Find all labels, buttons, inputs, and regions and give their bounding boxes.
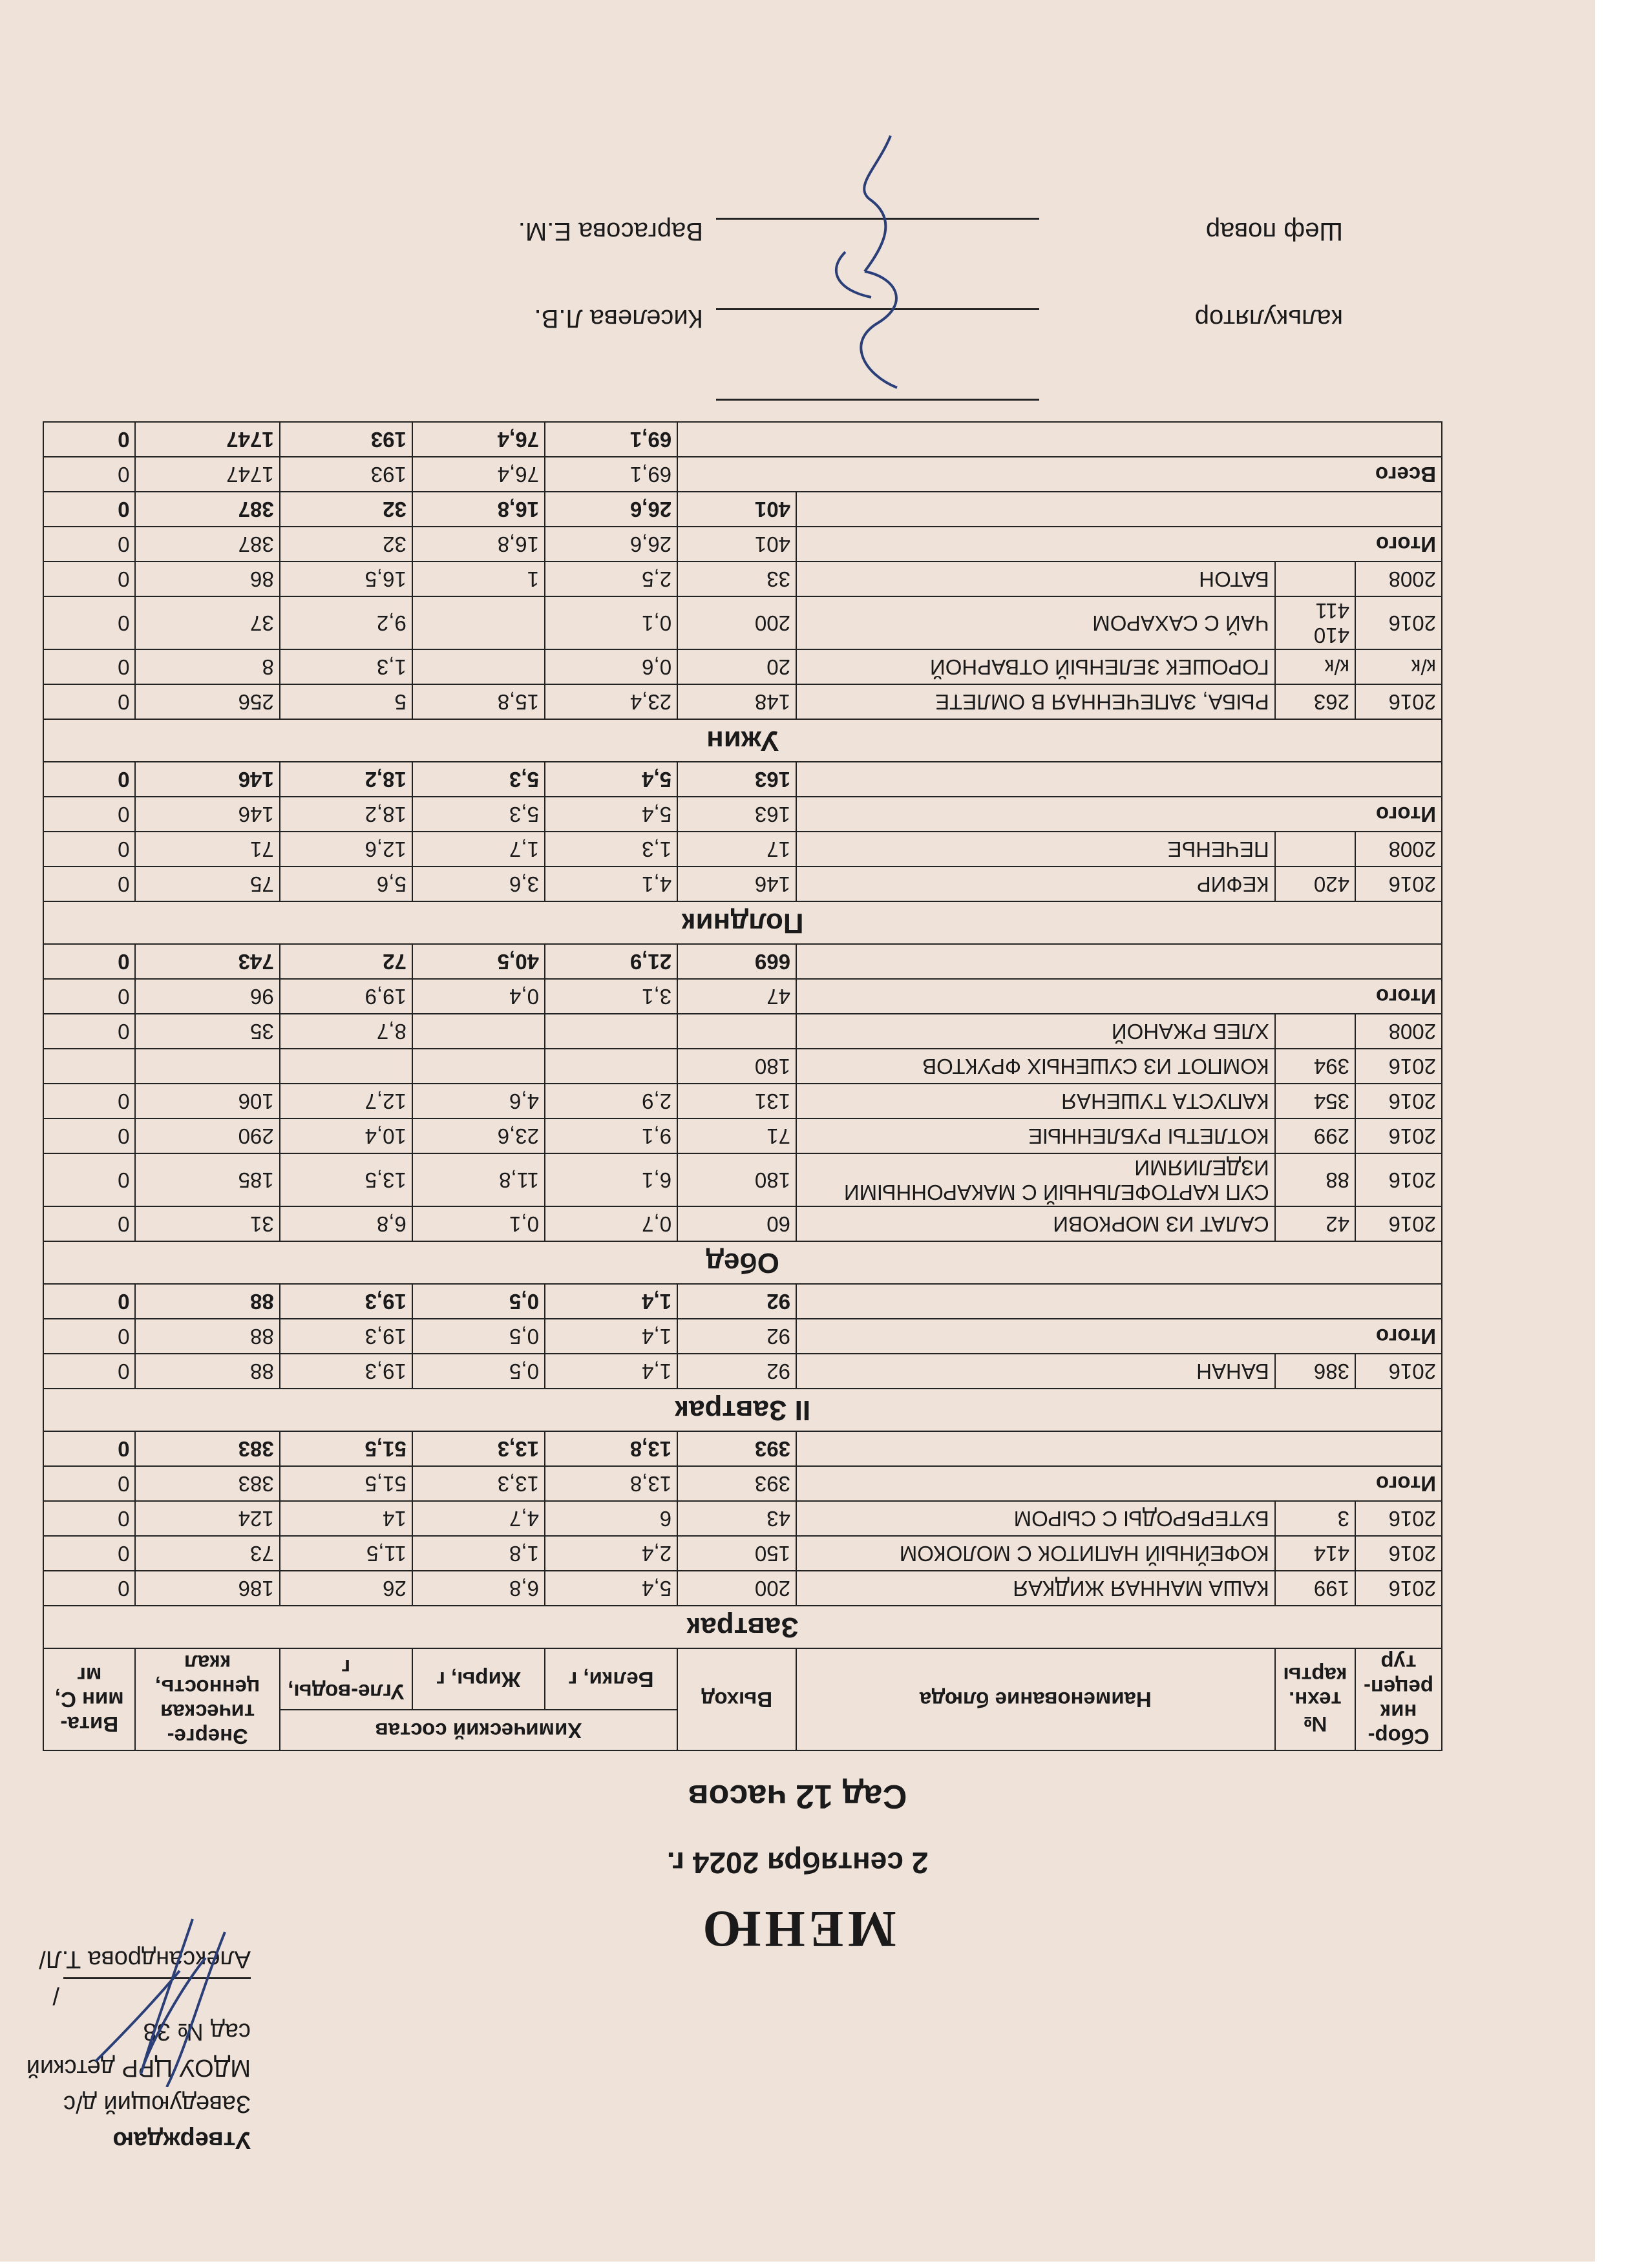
all-fat: 76,4	[412, 457, 545, 492]
approval-signer: /Александрова Т.Л/	[39, 1946, 251, 2009]
grand-total-row	[43, 457, 1442, 492]
cell-energy: 124	[135, 1501, 279, 1536]
cell-output: 71	[677, 1118, 796, 1153]
bold-spacer	[796, 762, 1442, 797]
cell-output: 131	[677, 1084, 796, 1118]
cell-card: 420	[1275, 866, 1355, 901]
all-protein: 69,1	[545, 457, 677, 492]
total-energy: 387	[135, 527, 279, 562]
cell-carbs: 11,5	[280, 1536, 412, 1571]
cell-energy: 37	[135, 596, 279, 649]
bold-vitamin: 0	[43, 1284, 135, 1319]
header-chem: Химический состав	[280, 1710, 677, 1750]
cell-output: 200	[677, 1571, 796, 1606]
bold-fat: 16,8	[412, 492, 545, 527]
total-protein: 26,6	[545, 527, 677, 562]
approval-block	[0, 1941, 251, 2158]
cell-protein: 6,1	[545, 1153, 677, 1206]
cell-dish-name: КОТЛЕТЫ РУБЛЕННЫЕ	[796, 1118, 1275, 1153]
bold-vitamin: 0	[43, 1431, 135, 1466]
cell-card	[1275, 832, 1355, 866]
cell-output: 43	[677, 1501, 796, 1536]
grand-fat: 40,5	[412, 944, 545, 979]
total-protein: 3,1	[545, 979, 677, 1014]
approval-org: МДОУ ЦРР детский сад № 38	[26, 2018, 251, 2081]
cell-energy: 185	[135, 1153, 279, 1206]
total-fat: 0,5	[412, 1319, 545, 1354]
dish-row	[43, 1153, 1442, 1206]
total-vitamin: 0	[43, 979, 135, 1014]
cell-vitamin: 0	[43, 1501, 135, 1536]
cell-output: 180	[677, 1153, 796, 1206]
bold-protein: 26,6	[545, 492, 677, 527]
total-energy: 146	[135, 797, 279, 832]
cell-vitamin: 0	[43, 832, 135, 866]
cell-card: 354	[1275, 1084, 1355, 1118]
cell-card	[1275, 562, 1355, 596]
cell-card: 42	[1275, 1206, 1355, 1241]
total-output: 92	[677, 1319, 796, 1354]
calculator-name: Киселева Л.В.	[534, 304, 703, 333]
cell-vitamin: 0	[43, 649, 135, 684]
chef-handwritten-signature	[807, 129, 936, 401]
dish-row	[43, 684, 1442, 719]
total-carbs: 19,3	[280, 1319, 412, 1354]
cell-fat: 4,6	[412, 1084, 545, 1118]
cell-fat: 23,6	[412, 1118, 545, 1153]
cell-vitamin: 0	[43, 684, 135, 719]
section-title: Обед	[43, 1241, 1442, 1284]
cell-dish-name: ХЛЕБ РЖАНОЙ	[796, 1014, 1275, 1049]
cell-output: 150	[677, 1536, 796, 1571]
cell-carbs: 12,7	[280, 1084, 412, 1118]
bold-energy: 383	[135, 1431, 279, 1466]
cell-protein: 1,3	[545, 832, 677, 866]
header-carbs: Угле-воды, г	[280, 1648, 412, 1710]
page-title: МЕНЮ	[699, 1900, 896, 1957]
cell-output: 146	[677, 866, 796, 901]
dish-row	[43, 832, 1442, 866]
section-total-row	[43, 797, 1442, 832]
total-vitamin: 0	[43, 527, 135, 562]
cell-fat: 0,5	[412, 1354, 545, 1389]
dish-row	[43, 866, 1442, 901]
total-energy: 96	[135, 979, 279, 1014]
total-vitamin: 0	[43, 797, 135, 832]
section-bold-total-row	[43, 1284, 1442, 1319]
cell-fat: 6,8	[412, 1571, 545, 1606]
cell-dish-name: КАПУСТА ТУШЕНАЯ	[796, 1084, 1275, 1118]
bold-vitamin: 0	[43, 762, 135, 797]
chef-label: Шеф повар	[1205, 217, 1343, 246]
cell-vitamin: 0	[43, 1354, 135, 1389]
cell-energy: 8	[135, 649, 279, 684]
cell-output	[677, 1014, 796, 1049]
bold-protein: 5,4	[545, 762, 677, 797]
cell-collection: 2016	[1355, 1501, 1442, 1536]
cell-fat: 1,7	[412, 832, 545, 866]
cell-dish-name: ПЕЧЕНЬЕ	[796, 832, 1275, 866]
menu-date: 2 сентября 2024 г.	[666, 1846, 929, 1880]
section-bold-total-row	[43, 1431, 1442, 1466]
all-carbs: 193	[280, 457, 412, 492]
bold-all-protein: 69,1	[545, 422, 677, 457]
cell-fat	[412, 596, 545, 649]
cell-energy: 290	[135, 1118, 279, 1153]
bold-output: 393	[677, 1431, 796, 1466]
cell-output: 200	[677, 596, 796, 649]
total-output: 393	[677, 1466, 796, 1501]
cell-carbs: 12,6	[280, 832, 412, 866]
cell-carbs: 8,7	[280, 1014, 412, 1049]
cell-energy: 256	[135, 684, 279, 719]
cell-vitamin: 0	[43, 1536, 135, 1571]
cell-dish-name: РЫБА, ЗАПЕЧЕННАЯ В ОМЛЕТЕ	[796, 684, 1275, 719]
cell-carbs: 14	[280, 1501, 412, 1536]
cell-card: 88	[1275, 1153, 1355, 1206]
cell-collection: 2016	[1355, 1153, 1442, 1206]
cell-carbs: 19,3	[280, 1354, 412, 1389]
menu-group: Сад 12 часов	[688, 1778, 907, 1815]
header-collection: Сбор-ник рецеп-тур	[1355, 1648, 1442, 1750]
cell-card	[1275, 1014, 1355, 1049]
bold-spacer	[796, 1284, 1442, 1319]
signature-line-top	[716, 399, 1039, 401]
section-total-row	[43, 1466, 1442, 1501]
section-total-row	[43, 1319, 1442, 1354]
cell-collection: 2016	[1355, 1049, 1442, 1084]
cell-vitamin: 0	[43, 1014, 135, 1049]
cell-protein: 0,6	[545, 649, 677, 684]
cell-card: 3	[1275, 1501, 1355, 1536]
header-protein: Белки, г	[545, 1648, 677, 1710]
cell-dish-name: БАНАН	[796, 1354, 1275, 1389]
bold-all-energy: 1747	[135, 422, 279, 457]
total-carbs: 51,5	[280, 1466, 412, 1501]
cell-output: 92	[677, 1354, 796, 1389]
dish-row	[43, 1084, 1442, 1118]
bold-vitamin: 0	[43, 492, 135, 527]
cell-vitamin: 0	[43, 1118, 135, 1153]
header-output: Выход	[677, 1648, 796, 1750]
bold-all-carbs: 193	[280, 422, 412, 457]
cell-collection: к/к	[1355, 649, 1442, 684]
cell-protein: 0,7	[545, 1206, 677, 1241]
cell-dish-name: БАТОН	[796, 562, 1275, 596]
cell-fat	[412, 649, 545, 684]
dish-row	[43, 1118, 1442, 1153]
cell-dish-name: КОМПОТ ИЗ СУШЕНЫХ ФРУКТОВ	[796, 1049, 1275, 1084]
cell-collection: 2008	[1355, 562, 1442, 596]
dish-row	[43, 649, 1442, 684]
cell-protein: 2,9	[545, 1084, 677, 1118]
cell-dish-name: БУТЕРБРОДЫ С СЫРОМ	[796, 1501, 1275, 1536]
cell-dish-name: ЧАЙ С САХАРОМ	[796, 596, 1275, 649]
bold-carbs: 51,5	[280, 1431, 412, 1466]
bold-energy: 387	[135, 492, 279, 527]
cell-protein: 2,4	[545, 1536, 677, 1571]
cell-dish-name: ГОРОШЕК ЗЕЛЕНЫЙ ОТВАРНОЙ	[796, 649, 1275, 684]
header-dish-name: Наименование блюда	[796, 1648, 1275, 1750]
bold-fat: 5,3	[412, 762, 545, 797]
cell-dish-name: КОФЕЙНЫЙ НАПИТОК С МОЛОКОМ	[796, 1536, 1275, 1571]
cell-fat	[412, 1014, 545, 1049]
cell-protein	[545, 1049, 677, 1084]
cell-energy: 106	[135, 1084, 279, 1118]
section-row	[43, 901, 1442, 944]
cell-collection: 2016	[1355, 1206, 1442, 1241]
total-carbs: 32	[280, 527, 412, 562]
cell-output: 20	[677, 649, 796, 684]
cell-dish-name: САЛАТ ИЗ МОРКОВИ	[796, 1206, 1275, 1241]
total-fat: 5,3	[412, 797, 545, 832]
grand-vitamin: 0	[43, 944, 135, 979]
header-fat: Жиры, г	[412, 1648, 545, 1710]
grand-carbs: 72	[280, 944, 412, 979]
section-title: Ужин	[43, 719, 1442, 762]
total-label: Итого	[796, 797, 1442, 832]
cell-card: 299	[1275, 1118, 1355, 1153]
section-total-row	[43, 527, 1442, 562]
bold-all-vitamin: 0	[43, 422, 135, 457]
cell-fat: 3,6	[412, 866, 545, 901]
bold-carbs: 32	[280, 492, 412, 527]
cell-fat: 1	[412, 562, 545, 596]
bold-protein: 1,4	[545, 1284, 677, 1319]
cell-vitamin: 0	[43, 1153, 135, 1206]
cell-collection: 2016	[1355, 866, 1442, 901]
bold-output: 92	[677, 1284, 796, 1319]
cell-carbs: 13,5	[280, 1153, 412, 1206]
total-protein: 13,8	[545, 1466, 677, 1501]
approval-title: Утверждаю	[112, 2126, 251, 2154]
cell-fat: 4,7	[412, 1501, 545, 1536]
cell-collection: 2016	[1355, 596, 1442, 649]
cell-collection: 2008	[1355, 1014, 1442, 1049]
section-bold-total-row	[43, 492, 1442, 527]
dish-row	[43, 1206, 1442, 1241]
cell-vitamin: 0	[43, 866, 135, 901]
section-row	[43, 1606, 1442, 1648]
section-row	[43, 719, 1442, 762]
grand-total-spacer	[677, 422, 1442, 457]
total-protein: 1,4	[545, 1319, 677, 1354]
cell-carbs: 9,2	[280, 596, 412, 649]
cell-energy: 31	[135, 1206, 279, 1241]
total-fat: 0,4	[412, 979, 545, 1014]
total-vitamin: 0	[43, 1466, 135, 1501]
dish-row	[43, 1014, 1442, 1049]
total-carbs: 19,9	[280, 979, 412, 1014]
cell-vitamin: 0	[43, 1206, 135, 1241]
cell-vitamin: 0	[43, 562, 135, 596]
cell-fat: 0,1	[412, 1206, 545, 1241]
cell-vitamin: 0	[43, 1571, 135, 1606]
cell-carbs: 6,8	[280, 1206, 412, 1241]
cell-collection: 2016	[1355, 1084, 1442, 1118]
calculator-label: калькулятор	[1194, 304, 1343, 333]
cell-energy: 35	[135, 1014, 279, 1049]
cell-protein: 4,1	[545, 866, 677, 901]
header-card: № техн. карты	[1275, 1648, 1355, 1750]
cell-output: 17	[677, 832, 796, 866]
section-title: Полдник	[43, 901, 1442, 944]
bold-energy: 146	[135, 762, 279, 797]
cell-carbs: 5	[280, 684, 412, 719]
cell-energy	[135, 1049, 279, 1084]
grand-energy: 743	[135, 944, 279, 979]
bold-protein: 13,8	[545, 1431, 677, 1466]
bold-fat: 0,5	[412, 1284, 545, 1319]
cell-vitamin	[43, 1049, 135, 1084]
cell-carbs	[280, 1049, 412, 1084]
total-protein: 5,4	[545, 797, 677, 832]
total-fat: 16,8	[412, 527, 545, 562]
section-grand-row	[43, 944, 1442, 979]
cell-collection: 2016	[1355, 1536, 1442, 1571]
chef-name: Варгасова Е.М.	[518, 217, 703, 246]
dish-row	[43, 1571, 1442, 1606]
total-output: 401	[677, 527, 796, 562]
cell-energy: 186	[135, 1571, 279, 1606]
all-vitamin: 0	[43, 457, 135, 492]
bold-fat: 13,3	[412, 1431, 545, 1466]
dish-row	[43, 562, 1442, 596]
cell-protein: 0,1	[545, 596, 677, 649]
cell-carbs: 16,5	[280, 562, 412, 596]
calculator-signature-line	[716, 308, 1039, 310]
menu-table	[43, 421, 1442, 1751]
cell-carbs: 1,3	[280, 649, 412, 684]
dish-row	[43, 1354, 1442, 1389]
grand-spacer	[796, 944, 1442, 979]
cell-output: 33	[677, 562, 796, 596]
bold-carbs: 19,3	[280, 1284, 412, 1319]
total-label: Итого	[796, 979, 1442, 1014]
cell-dish-name: СУП КАРТОФЕЛЬНЫЙ С МАКАРОННЫМИ ИЗДЕЛИЯМИ	[796, 1153, 1275, 1206]
cell-carbs: 26	[280, 1571, 412, 1606]
cell-fat: 11,8	[412, 1153, 545, 1206]
cell-energy: 88	[135, 1354, 279, 1389]
bold-spacer	[796, 1431, 1442, 1466]
cell-card: 263	[1275, 684, 1355, 719]
chef-signature-line	[716, 218, 1039, 220]
cell-energy: 86	[135, 562, 279, 596]
cell-protein	[545, 1014, 677, 1049]
cell-output: 180	[677, 1049, 796, 1084]
cell-protein: 1,4	[545, 1354, 677, 1389]
cell-vitamin: 0	[43, 1084, 135, 1118]
cell-fat: 15,8	[412, 684, 545, 719]
cell-card: 414	[1275, 1536, 1355, 1571]
section-row	[43, 1389, 1442, 1431]
cell-collection: 2008	[1355, 832, 1442, 866]
cell-collection: 2016	[1355, 684, 1442, 719]
cell-protein: 6	[545, 1501, 677, 1536]
section-total-row	[43, 979, 1442, 1014]
cell-carbs: 5,6	[280, 866, 412, 901]
cell-protein: 9,1	[545, 1118, 677, 1153]
cell-protein: 2,5	[545, 562, 677, 596]
cell-energy: 75	[135, 866, 279, 901]
header-energy: Энерге-тическая ценность, ккал	[135, 1648, 279, 1750]
dish-row	[43, 1501, 1442, 1536]
cell-card: 386	[1275, 1354, 1355, 1389]
section-title: Завтрак	[43, 1606, 1442, 1648]
total-label: Итого	[796, 1319, 1442, 1354]
section-row	[43, 1241, 1442, 1284]
cell-collection: 2016	[1355, 1571, 1442, 1606]
bold-spacer	[796, 492, 1442, 527]
cell-energy: 73	[135, 1536, 279, 1571]
total-output: 163	[677, 797, 796, 832]
cell-vitamin: 0	[43, 596, 135, 649]
total-energy: 88	[135, 1319, 279, 1354]
dish-row	[43, 1049, 1442, 1084]
grand-total-bold-row	[43, 422, 1442, 457]
cell-card: к/к	[1275, 649, 1355, 684]
cell-dish-name: КАША МАННАЯ ЖИДКАЯ	[796, 1571, 1275, 1606]
total-fat: 13,3	[412, 1466, 545, 1501]
cell-card: 199	[1275, 1571, 1355, 1606]
dish-row	[43, 596, 1442, 649]
grand-protein: 21,9	[545, 944, 677, 979]
cell-card: 394	[1275, 1049, 1355, 1084]
cell-output: 148	[677, 684, 796, 719]
bold-energy: 88	[135, 1284, 279, 1319]
menu-table-header	[43, 1648, 1442, 1750]
cell-fat	[412, 1049, 545, 1084]
bold-carbs: 18,2	[280, 762, 412, 797]
cell-fat: 1,8	[412, 1536, 545, 1571]
cell-collection: 2016	[1355, 1354, 1442, 1389]
grand-output: 669	[677, 944, 796, 979]
cell-output: 60	[677, 1206, 796, 1241]
bold-output: 401	[677, 492, 796, 527]
total-energy: 383	[135, 1466, 279, 1501]
cell-dish-name: КЕФИР	[796, 866, 1275, 901]
section-bold-total-row	[43, 762, 1442, 797]
cell-carbs: 10,4	[280, 1118, 412, 1153]
cell-protein: 23,4	[545, 684, 677, 719]
total-vitamin: 0	[43, 1319, 135, 1354]
bold-output: 163	[677, 762, 796, 797]
total-label: Итого	[796, 527, 1442, 562]
bold-all-fat: 76,4	[412, 422, 545, 457]
header-vitamin: Вита-мин С, мг	[43, 1648, 135, 1750]
total-label: Итого	[796, 1466, 1442, 1501]
total-carbs: 18,2	[280, 797, 412, 832]
cell-energy: 71	[135, 832, 279, 866]
approval-position: Заведующий д/с	[63, 2090, 251, 2117]
section-title: II Завтрак	[43, 1389, 1442, 1431]
all-energy: 1747	[135, 457, 279, 492]
total-output: 47	[677, 979, 796, 1014]
cell-protein: 5,4	[545, 1571, 677, 1606]
cell-collection: 2016	[1355, 1118, 1442, 1153]
cell-card: 410 411	[1275, 596, 1355, 649]
dish-row	[43, 1536, 1442, 1571]
grand-total-label: Всего	[677, 457, 1442, 492]
menu-table-body	[43, 422, 1442, 1648]
